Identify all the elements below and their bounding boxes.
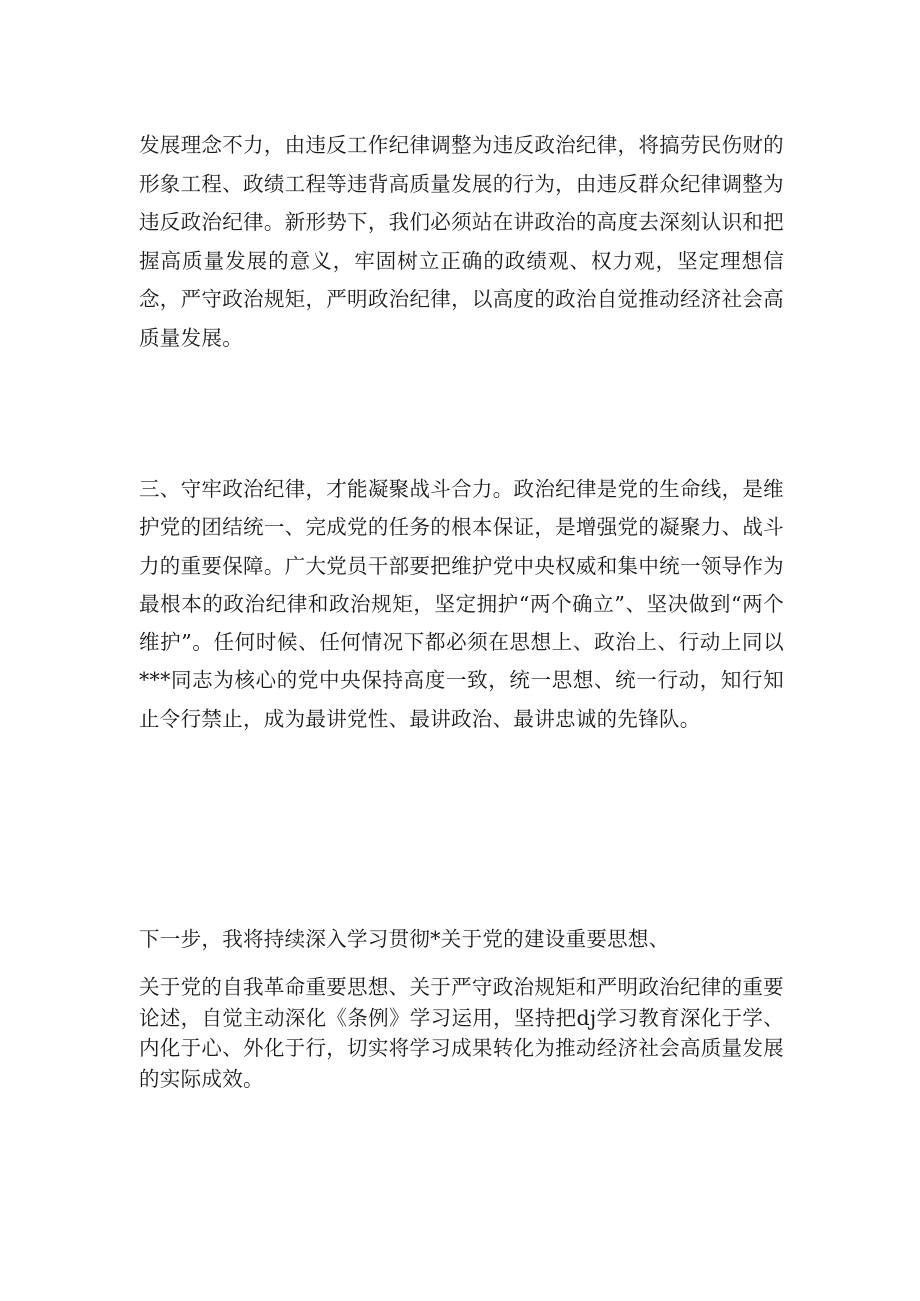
paragraph-next-step-lead: 下一步，我将持续深入学习贯彻*关于党的建设重要思想、 [139, 927, 670, 951]
paragraph-development-concept: 发展理念不力，由违反工作纪律调整为违反政治纪律，将搞劳民伤财的形象工程、政绩工程等违背高质量发展的行为，由违反群众纪律调整为违反政治纪律。新形势下，我们必须站在讲政治的高度去深刻认识和把握高质量发展的意义，牢固树立正确的政绩观、权力观，坚定理想信念，严守政治规矩，严明政治纪律，以高度的政治自觉推动经济社会高质量发展。 [139, 133, 784, 350]
paragraph-section-three: 三、守牢政治纪律，才能凝聚战斗合力。政治纪律是党的生命线，是维护党的团结统一、完成党的任务的根本保证，是增强党的凝聚力、战斗力的重要保障。广大党员干部要把维护党中央权威和集中统一领导作为最根本的政治纪律和政治规矩，坚定拥护“两个确立”、坚决做到“两个维护”。任何时候、任何情况下都必须在思想上、政治上、行动上同以***同志为核心的党中央保持高度一致，统一思想、统一行动，知行知止令行禁止，成为最讲党性、最讲政治、最讲忠诚的先锋队。 [139, 477, 784, 731]
paragraph-next-step-body: 关于党的自我革命重要思想、关于严守政治规矩和严明政治纪律的重要论述，自觉主动深化《条例》学习运用，坚持把dj学习教育深化于学、内化于心、外化于行，切实将学习成果转化为推动经济社会高质量发展的实际成效。 [139, 975, 784, 1091]
